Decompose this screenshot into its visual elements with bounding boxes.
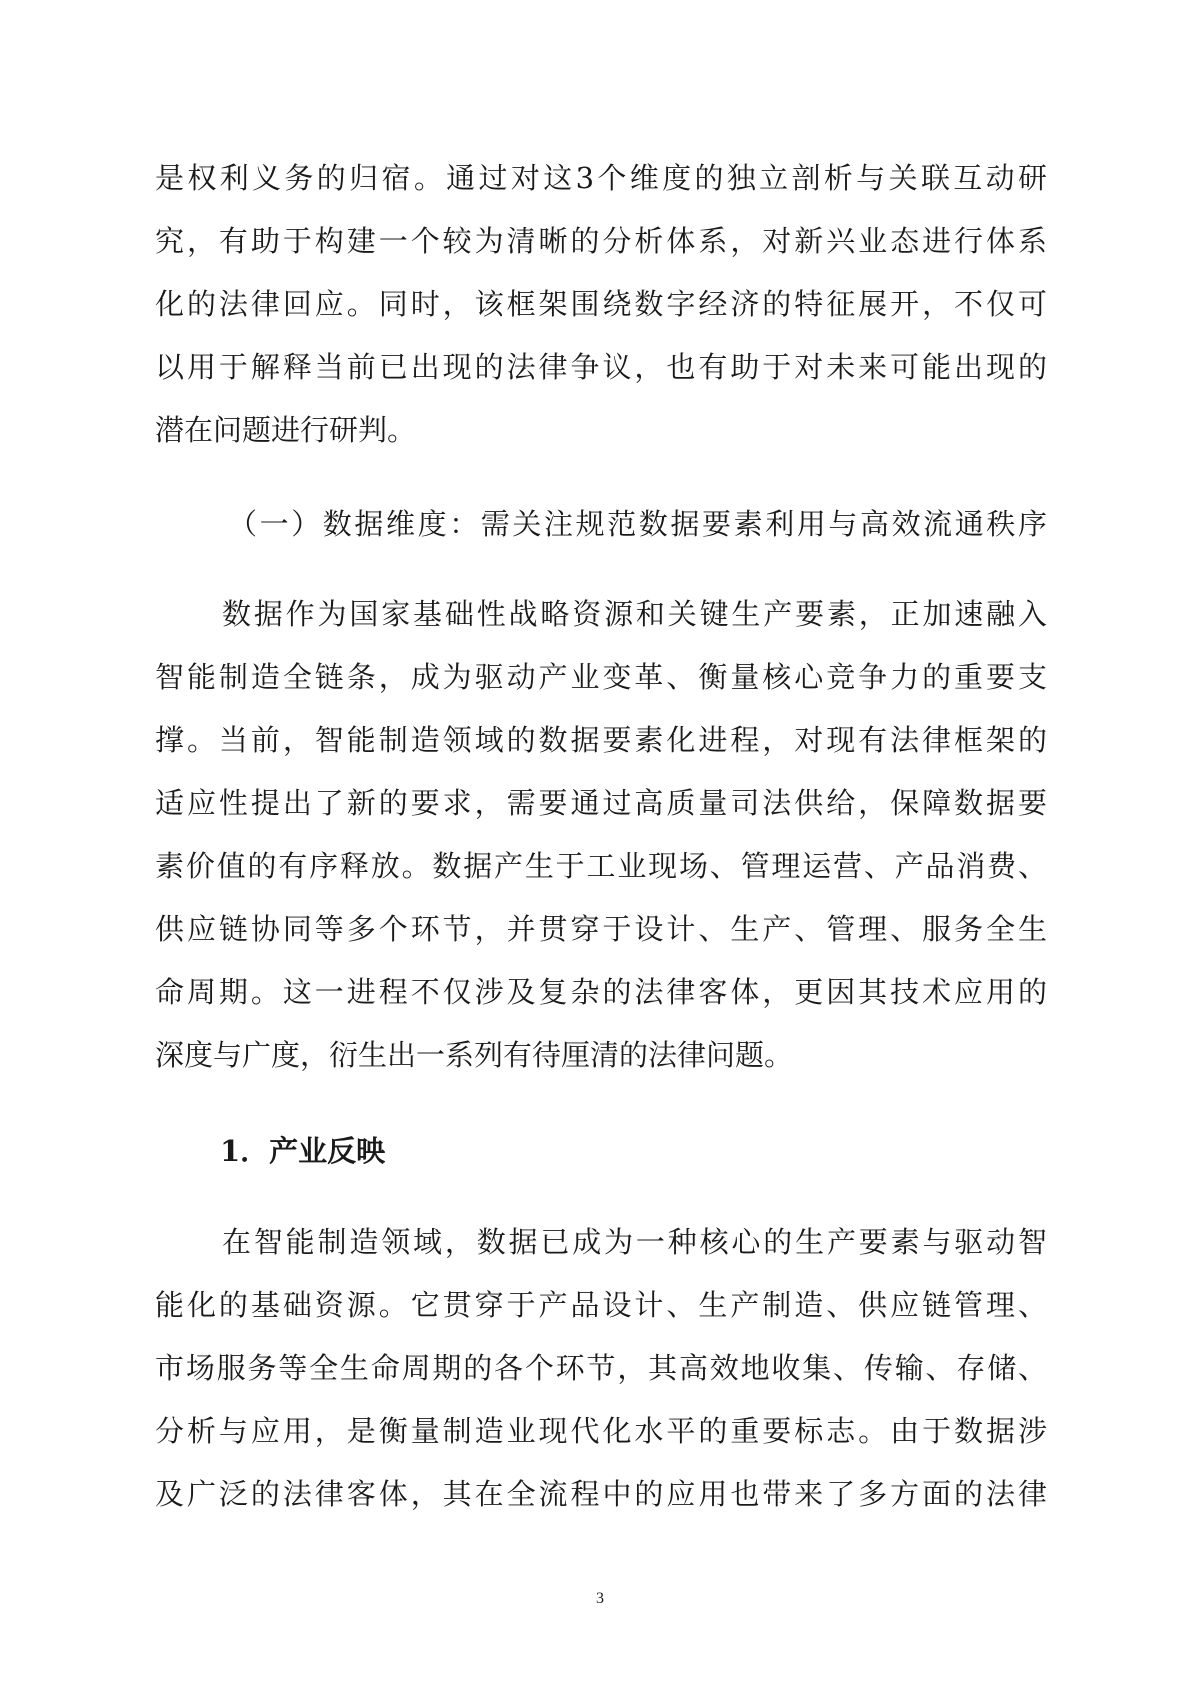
paragraph-line: 在智能制造领域，数据已成为一种核心的生产要素与驱动智 [222, 1225, 1047, 1259]
paragraph-line: 究，有助于构建一个较为清晰的分析体系，对新兴业态进行体系 [155, 224, 1047, 258]
paragraph-line: 潜在问题进行研判。 [155, 413, 417, 447]
paragraph-line: 适应性提出了新的要求，需要通过高质量司法供给，保障数据要 [155, 786, 1047, 820]
paragraph-line: 能化的基础资源。它贯穿于产品设计、生产制造、供应链管理、 [155, 1288, 1047, 1322]
paragraph-line: 深度与广度，衍生出一系列有待厘清的法律问题。 [155, 1038, 794, 1072]
page-number: 3 [596, 1590, 604, 1607]
paragraph-line: 化的法律回应。同时，该框架围绕数字经济的特征展开，不仅可 [155, 287, 1047, 321]
paragraph-line: 素价值的有序释放。数据产生于工业现场、管理运营、产品消费、 [155, 849, 1047, 883]
section-heading: （一）数据维度：需关注规范数据要素利用与高效流通秩序 [228, 507, 1047, 541]
paragraph-line: 命周期。这一进程不仅涉及复杂的法律客体，更因其技术应用的 [155, 975, 1047, 1009]
paragraph-line: 分析与应用，是衡量制造业现代化水平的重要标志。由于数据涉 [155, 1414, 1047, 1448]
paragraph-line: 市场服务等全生命周期的各个环节，其高效地收集、传输、存储、 [155, 1351, 1047, 1385]
paragraph-line: 数据作为国家基础性战略资源和关键生产要素，正加速融入 [222, 597, 1047, 631]
paragraph-line: 以用于解释当前已出现的法律争议，也有助于对未来可能出现的 [155, 350, 1047, 384]
paragraph-line: 是权利义务的归宿。通过对这3个维度的独立剖析与关联互动研 [155, 161, 1047, 195]
paragraph-line: 及广泛的法律客体，其在全流程中的应用也带来了多方面的法律 [155, 1477, 1047, 1511]
paragraph-line: 撑。当前，智能制造领域的数据要素化进程，对现有法律框架的 [155, 723, 1047, 757]
paragraph-line: 供应链协同等多个环节，并贯穿于设计、生产、管理、服务全生 [155, 912, 1047, 946]
paragraph-line: 智能制造全链条，成为驱动产业变革、衡量核心竞争力的重要支 [155, 660, 1047, 694]
subsection-heading: 1．产业反映 [220, 1134, 386, 1168]
